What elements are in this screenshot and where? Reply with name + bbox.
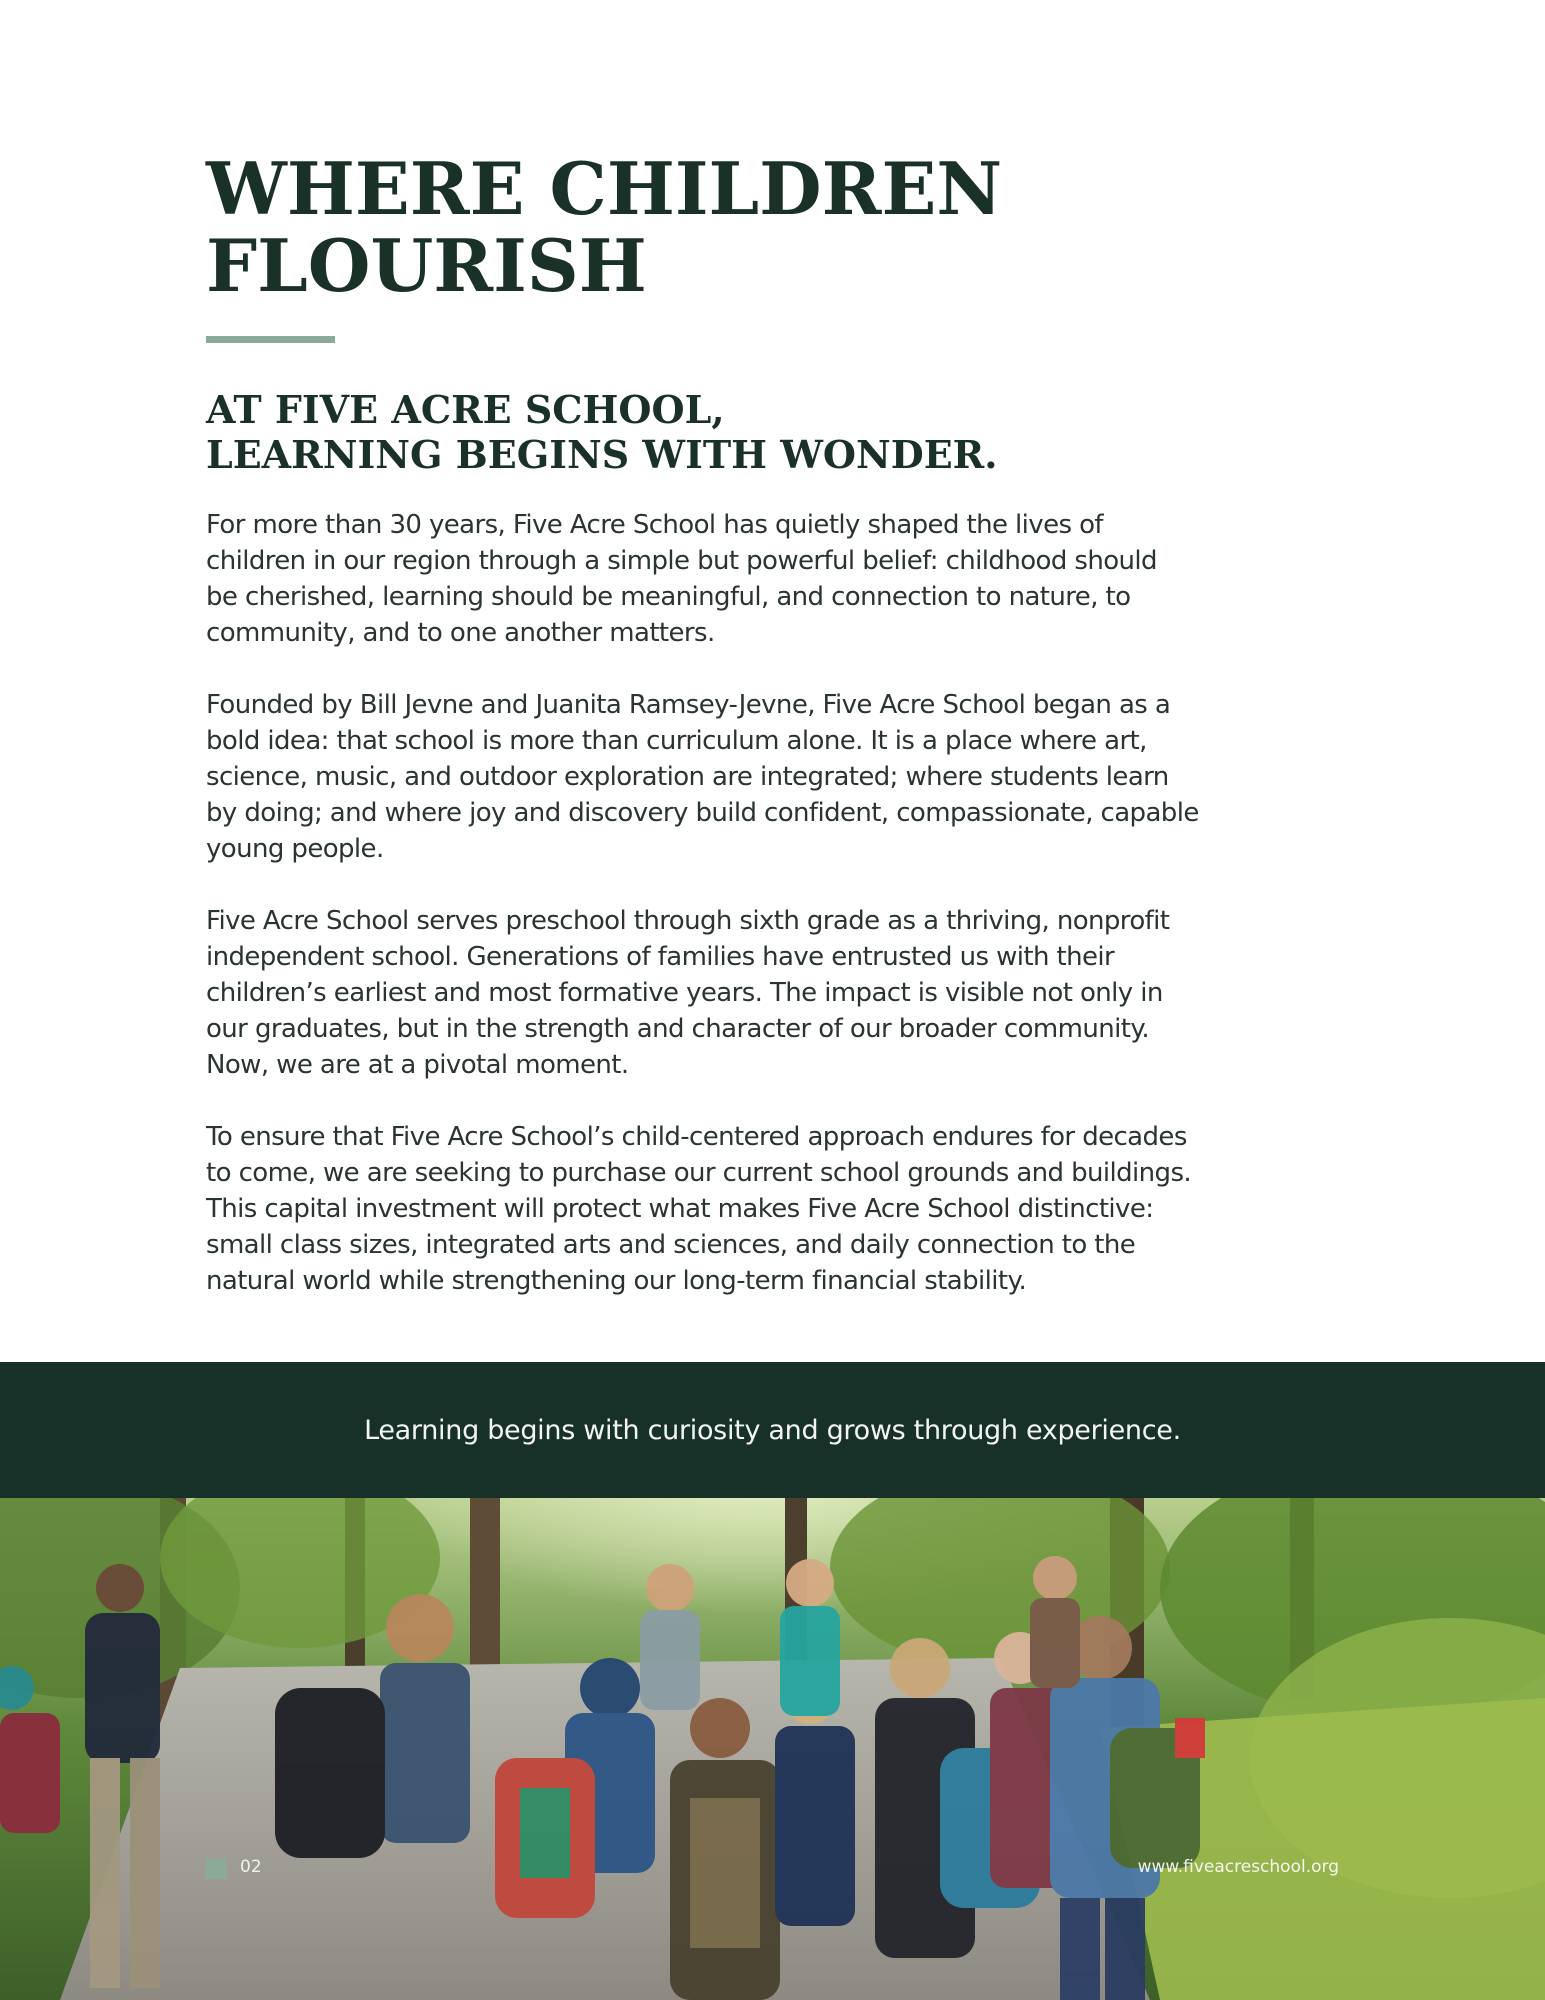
accent-rule	[206, 336, 335, 343]
page-title-line: WHERE CHILDREN	[206, 146, 1003, 231]
forest-group-photo	[0, 1498, 1545, 2000]
paragraph-line: Founded by Bill Jevne and Juanita Ramsey-Jevne, Five Acre School began as a	[206, 690, 1171, 720]
body-text	[206, 507, 1346, 1335]
paragraph-line: For more than 30 years, Five Acre School has quietly shaped the lives of	[206, 510, 1103, 540]
paragraph-line: be cherished, learning should be meaningful, and connection to nature, to	[206, 582, 1131, 612]
paragraph-line: children in our region through a simple but powerful belief: childhood should	[206, 546, 1157, 576]
page-title	[206, 146, 1306, 308]
page-subtitle-line: AT FIVE ACRE SCHOOL,	[206, 387, 725, 432]
paragraph-capital-campaign	[206, 1119, 1346, 1299]
paragraph-line: young people.	[206, 834, 384, 864]
paragraph-line: natural world while strengthening our long-term financial stability.	[206, 1266, 1027, 1296]
paragraph-line: community, and to one another matters.	[206, 618, 715, 648]
paragraph-line: small class sizes, integrated arts and sciences, and daily connection to the	[206, 1230, 1136, 1260]
page-marker	[206, 1859, 226, 1879]
paragraph-line: Five Acre School serves preschool through sixth grade as a thriving, nonprofit	[206, 906, 1170, 936]
paragraph-line: This capital investment will protect what makes Five Acre School distinctive:	[206, 1194, 1154, 1224]
paragraph-line: To ensure that Five Acre School’s child-centered approach endures for decades	[206, 1122, 1187, 1152]
paragraph-community	[206, 903, 1346, 1083]
page-subtitle-line: LEARNING BEGINS WITH WONDER.	[206, 432, 998, 477]
banner-quote: Learning begins with curiosity and grows through experience.	[364, 1414, 1181, 1446]
website-url[interactable]: www.fiveacreschool.org	[1137, 1857, 1339, 1877]
paragraph-line: bold idea: that school is more than curriculum alone. It is a place where art,	[206, 726, 1147, 756]
paragraph-line: by doing; and where joy and discovery build confident, compassionate, capable	[206, 798, 1199, 828]
page-title-line: FLOURISH	[206, 223, 647, 308]
forest-group-photo-illustration	[0, 1498, 1545, 2000]
paragraph-line: independent school. Generations of families have entrusted us with their	[206, 942, 1115, 972]
paragraph-line: our graduates, but in the strength and character of our broader community.	[206, 1014, 1150, 1044]
paragraph-line: science, music, and outdoor exploration are integrated; where students learn	[206, 762, 1169, 792]
paragraph-founding	[206, 687, 1346, 867]
paragraph-line: Now, we are at a pivotal moment.	[206, 1050, 629, 1080]
page-number: 02	[240, 1857, 262, 1877]
paragraph-line: children’s earliest and most formative years. The impact is visible not only in	[206, 978, 1163, 1008]
page-subtitle	[206, 387, 1346, 477]
paragraph-line: to come, we are seeking to purchase our current school grounds and buildings.	[206, 1158, 1192, 1188]
quote-banner	[0, 1362, 1545, 1498]
paragraph-history	[206, 507, 1346, 651]
